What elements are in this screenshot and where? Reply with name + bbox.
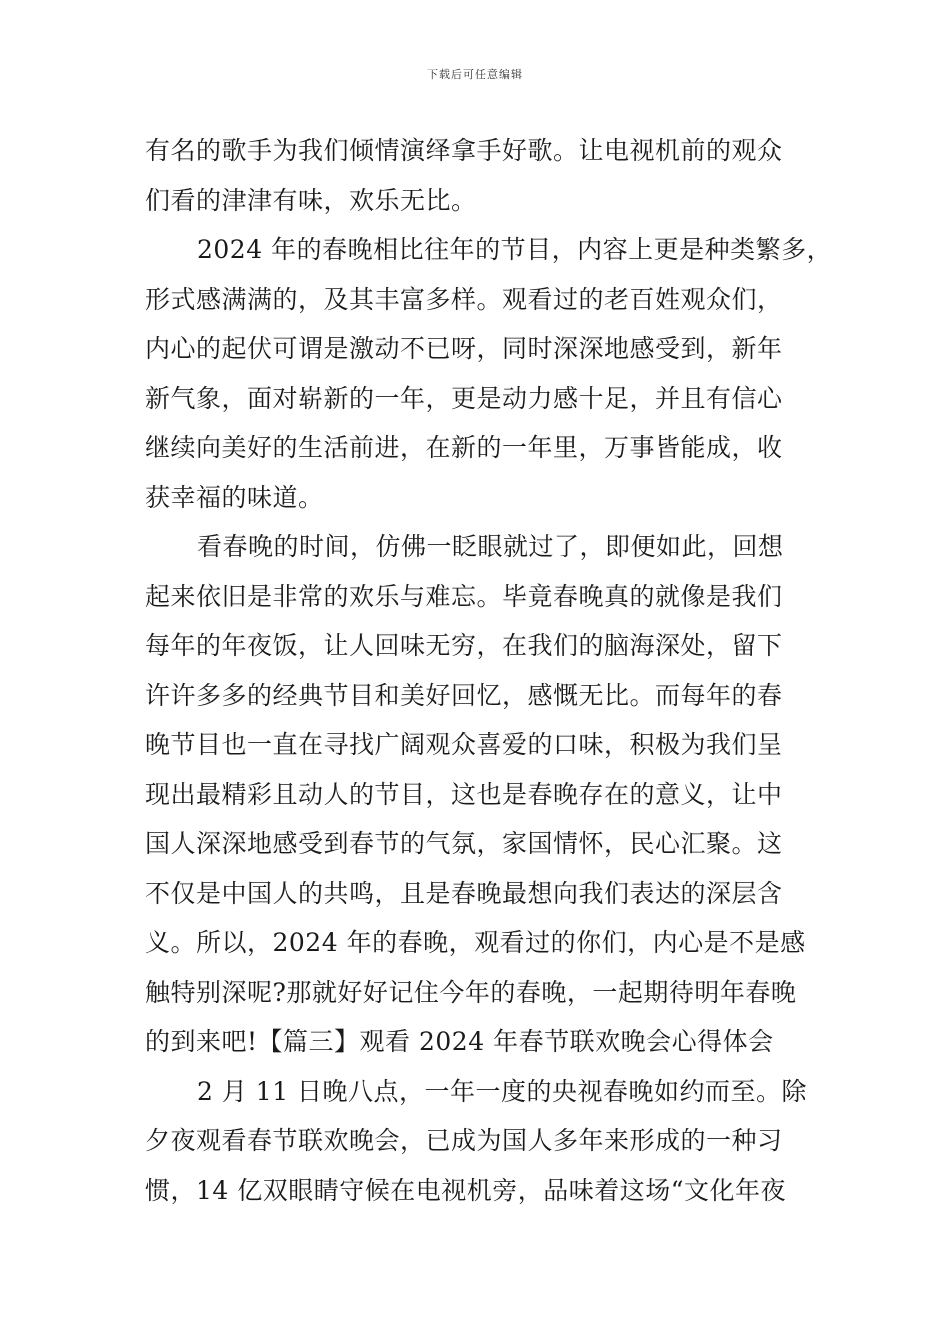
text-line: 现出最精彩且动人的节目，这也是春晚存在的意义，让中 (145, 779, 783, 809)
text-line: 新气象，面对崭新的一年，更是动力感十足，并且有信心 (145, 383, 783, 413)
text-line: 们看的津津有味，欢乐无比。 (145, 185, 477, 215)
text-line: 每年的年夜饭，让人回味无穷，在我们的脑海深处，留下 (145, 631, 783, 660)
paragraph-start-line: 2024 年的春晚相比往年的节目，内容上更是种类繁多， (197, 235, 833, 264)
text-line: 的到来吧!【篇三】观看 2024 年春节联欢晚会心得体会 (145, 1027, 774, 1056)
text-line: 内心的起伏可谓是激动不已呀，同时深深地感受到，新年 (145, 334, 783, 363)
document-body (145, 126, 833, 1215)
text-line: 许许多多的经典节目和美好回忆，感慨无比。而每年的春 (145, 680, 783, 710)
text-line: 获幸福的味道。 (145, 482, 324, 512)
text-line: 惯，14 亿双眼睛守候在电视机旁，品味着这场“文化年夜 (145, 1175, 787, 1205)
text-line: 有名的歌手为我们倾情演绎拿手好歌。让电视机前的观众 (145, 136, 783, 165)
text-line: 形式感满满的，及其丰富多样。观看过的老百姓观众们， (145, 284, 783, 314)
text-line: 晚节目也一直在寻找广阔观众喜爱的口味，积极为我们呈 (145, 730, 783, 759)
paragraph-start-line: 看春晚的时间，仿佛一眨眼就过了，即便如此，回想 (197, 532, 784, 561)
text-line: 义。所以，2024 年的春晚，观看过的你们，内心是不是感 (145, 928, 806, 957)
text-line: 触特别深呢?那就好好记住今年的春晚，一起期待明年春晚 (145, 977, 797, 1007)
text-line: 继续向美好的生活前进，在新的一年里，万事皆能成，收 (145, 433, 783, 462)
page-header: 下载后可任意编辑 (427, 68, 523, 81)
text-line: 不仅是中国人的共鸣，且是春晚最想向我们表达的深层含 (145, 878, 783, 908)
text-line: 起来依旧是非常的欢乐与难忘。毕竟春晚真的就像是我们 (145, 581, 783, 611)
text-line: 国人深深地感受到春节的气氛，家国情怀，民心汇聚。这 (145, 829, 783, 858)
text-line: 夕夜观看春节联欢晚会，已成为国人多年来形成的一种习 (145, 1126, 783, 1155)
paragraph-start-line: 2 月 11 日晚八点，一年一度的央视春晚如约而至。除 (197, 1076, 808, 1106)
